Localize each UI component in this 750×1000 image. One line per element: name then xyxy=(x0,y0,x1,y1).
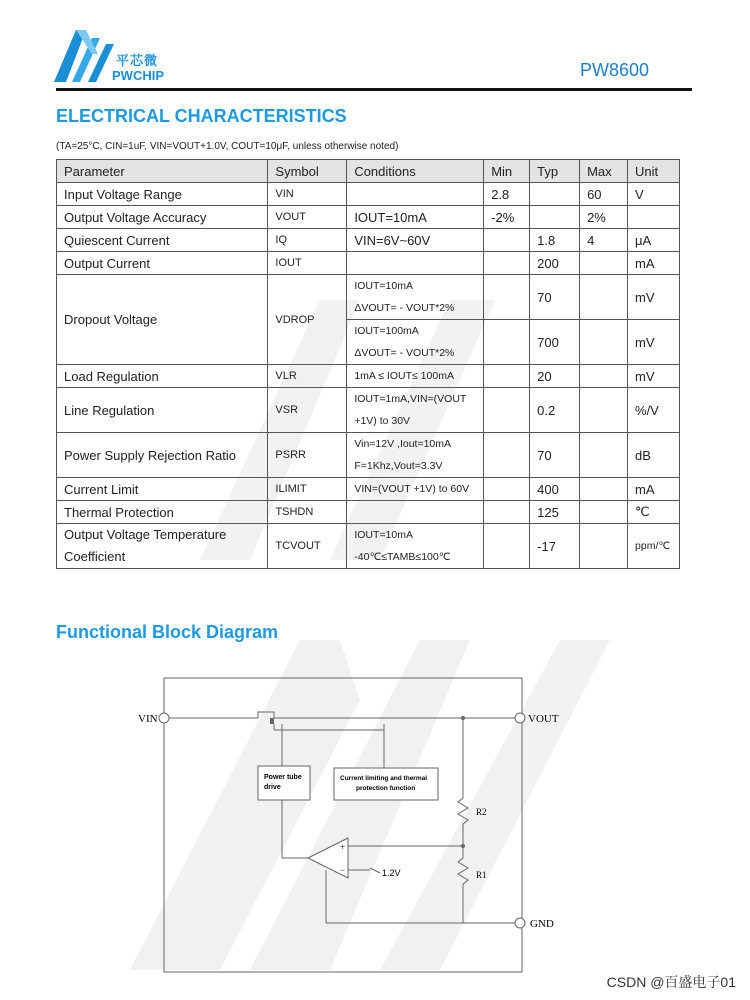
typ-cell: 125 xyxy=(530,501,580,524)
amp-minus-label: − xyxy=(340,865,346,875)
conditions-cell xyxy=(347,524,484,569)
gnd-label: GND xyxy=(530,918,554,930)
table-row xyxy=(57,478,680,501)
min-cell: -2% xyxy=(484,206,530,229)
min-cell: 2.8 xyxy=(484,183,530,206)
symbol-cell: IOUT xyxy=(268,252,347,275)
max-cell: 2% xyxy=(580,206,628,229)
r1-label: R1 xyxy=(476,870,487,880)
reference-voltage-label: 1.2V xyxy=(382,868,401,878)
table-row xyxy=(57,275,680,320)
table-row xyxy=(57,252,680,275)
gnd-pin xyxy=(515,918,525,928)
typ-cell: 0.2 xyxy=(530,388,580,433)
min-cell xyxy=(484,478,530,501)
typ-cell xyxy=(530,183,580,206)
current-limit-thermal-box xyxy=(334,768,438,800)
param-cell xyxy=(57,524,268,569)
protection-box-label-line1: Current limiting and thermal xyxy=(340,775,428,782)
max-cell xyxy=(580,275,628,320)
symbol-cell: TCVOUT xyxy=(268,524,347,569)
max-cell xyxy=(580,252,628,275)
symbol-cell: IQ xyxy=(268,229,347,252)
min-cell xyxy=(484,388,530,433)
unit-cell: mV xyxy=(628,275,680,320)
table-row xyxy=(57,501,680,524)
condition-line: IOUT=1mA,VIN=(VOUT xyxy=(354,393,467,405)
table-row xyxy=(57,388,680,433)
unit-cell: mA xyxy=(628,478,680,501)
typ-cell: 1.8 xyxy=(530,229,580,252)
column-header: Unit xyxy=(628,160,680,183)
pwchip-logo-icon xyxy=(52,24,116,84)
condition-line: ΔVOUT= - VOUT*2% xyxy=(354,347,455,359)
param-cell: Power Supply Rejection Ratio xyxy=(57,433,268,478)
param-cell: Input Voltage Range xyxy=(57,183,268,206)
header-rule xyxy=(56,88,692,91)
conditions-cell: IOUT=10mA xyxy=(347,206,484,229)
param-cell: Line Regulation xyxy=(57,388,268,433)
param-line: Output Voltage Temperature xyxy=(64,527,227,542)
amp-plus-label: + xyxy=(340,842,346,852)
table-row xyxy=(57,229,680,252)
drive-box-label-line1: Power tube xyxy=(264,774,302,781)
electrical-section-title: ELECTRICAL CHARACTERISTICS xyxy=(56,106,347,126)
min-cell xyxy=(484,229,530,252)
resistor-r1 xyxy=(458,858,468,884)
vout-label: VOUT xyxy=(528,713,559,725)
table-row xyxy=(57,183,680,206)
condition-line: ΔVOUT= - VOUT*2% xyxy=(354,302,455,314)
max-cell xyxy=(580,320,628,365)
unit-cell: V xyxy=(628,183,680,206)
electrical-characteristics-table xyxy=(56,159,680,569)
param-cell: Dropout Voltage xyxy=(57,275,268,365)
min-cell xyxy=(484,433,530,478)
conditions-cell xyxy=(347,501,484,524)
csdn-credit: CSDN @百盛电子01 xyxy=(606,974,736,990)
typ-cell: -17 xyxy=(530,524,580,569)
unit-cell xyxy=(628,206,680,229)
unit-cell: mA xyxy=(628,252,680,275)
max-cell xyxy=(580,501,628,524)
column-header: Parameter xyxy=(57,160,268,183)
typ-cell: 70 xyxy=(530,275,580,320)
conditions-cell xyxy=(347,275,484,320)
column-header: Conditions xyxy=(347,160,484,183)
unit-cell: %/V xyxy=(628,388,680,433)
min-cell xyxy=(484,365,530,388)
symbol-cell: TSHDN xyxy=(268,501,347,524)
part-number: PW8600 xyxy=(580,60,650,80)
max-cell xyxy=(580,478,628,501)
max-cell xyxy=(580,524,628,569)
typ-cell: 400 xyxy=(530,478,580,501)
functional-block-diagram xyxy=(130,668,570,978)
brand-name-en: PWCHIP xyxy=(112,68,164,83)
condition-line: IOUT=10mA xyxy=(354,529,413,541)
table-row xyxy=(57,524,680,569)
amp-output-wire xyxy=(282,800,308,858)
conditions-cell: VIN=(VOUT +1V) to 60V xyxy=(347,478,484,501)
param-cell: Thermal Protection xyxy=(57,501,268,524)
table-row xyxy=(57,433,680,478)
column-header: Min xyxy=(484,160,530,183)
symbol-cell: VDROP xyxy=(268,275,347,365)
typ-cell: 20 xyxy=(530,365,580,388)
param-cell: Output Voltage Accuracy xyxy=(57,206,268,229)
param-cell: Load Regulation xyxy=(57,365,268,388)
brand-name-cn: 平芯微 xyxy=(116,53,159,68)
pass-transistor-mark xyxy=(270,718,274,724)
r2-label: R2 xyxy=(476,807,487,817)
condition-line: F=1Khz,Vout=3.3V xyxy=(354,460,443,472)
min-cell xyxy=(484,252,530,275)
power-tube-drive-box xyxy=(258,766,310,800)
max-cell xyxy=(580,388,628,433)
min-cell xyxy=(484,275,530,320)
max-cell xyxy=(580,365,628,388)
unit-cell: μA xyxy=(628,229,680,252)
table-header-row xyxy=(57,160,680,183)
symbol-cell: VLR xyxy=(268,365,347,388)
min-cell xyxy=(484,501,530,524)
unit-cell: ppm/℃ xyxy=(628,524,680,569)
max-cell xyxy=(580,433,628,478)
symbol-cell: VIN xyxy=(268,183,347,206)
conditions-cell: VIN=6V~60V xyxy=(347,229,484,252)
min-cell xyxy=(484,524,530,569)
unit-cell: mV xyxy=(628,365,680,388)
symbol-cell: VOUT xyxy=(268,206,347,229)
param-cell: Current Limit xyxy=(57,478,268,501)
min-cell xyxy=(484,320,530,365)
table-row xyxy=(57,365,680,388)
conditions-cell xyxy=(347,252,484,275)
conditions-cell xyxy=(347,388,484,433)
vin-label: VIN xyxy=(138,713,158,725)
drive-box-label-line2: drive xyxy=(264,784,281,791)
condition-line: -40℃≤TAMB≤100℃ xyxy=(354,551,451,563)
vin-pin xyxy=(159,713,169,723)
symbol-cell: VSR xyxy=(268,388,347,433)
param-line: Coefficient xyxy=(64,549,126,564)
typ-cell: 200 xyxy=(530,252,580,275)
column-header: Symbol xyxy=(268,160,347,183)
table-row xyxy=(57,206,680,229)
test-conditions-note: (TA=25°C, CIN=1uF, VIN=VOUT+1.0V, COUT=10μF, unless otherwise noted) xyxy=(56,141,399,152)
condition-line: Vin=12V ,Iout=10mA xyxy=(354,438,452,450)
conditions-cell xyxy=(347,183,484,206)
protection-box-label-line2: protection function xyxy=(356,785,416,792)
resistor-r2 xyxy=(458,798,468,824)
condition-line: IOUT=10mA xyxy=(354,280,413,292)
column-header: Typ xyxy=(530,160,580,183)
max-cell: 60 xyxy=(580,183,628,206)
max-cell: 4 xyxy=(580,229,628,252)
conditions-cell: 1mA ≤ IOUT≤ 100mA xyxy=(347,365,484,388)
unit-cell: dB xyxy=(628,433,680,478)
symbol-cell: ILIMIT xyxy=(268,478,347,501)
param-cell: Output Current xyxy=(57,252,268,275)
typ-cell: 70 xyxy=(530,433,580,478)
conditions-cell xyxy=(347,433,484,478)
typ-cell: 700 xyxy=(530,320,580,365)
param-cell: Quiescent Current xyxy=(57,229,268,252)
vout-pin xyxy=(515,713,525,723)
column-header: Max xyxy=(580,160,628,183)
conditions-cell xyxy=(347,320,484,365)
unit-cell: mV xyxy=(628,320,680,365)
typ-cell xyxy=(530,206,580,229)
chip-outline xyxy=(164,678,522,972)
condition-line: +1V) to 30V xyxy=(354,415,411,427)
block-diagram-title: Functional Block Diagram xyxy=(56,622,279,642)
condition-line: IOUT=100mA xyxy=(354,325,419,337)
unit-cell: ℃ xyxy=(628,501,680,524)
symbol-cell: PSRR xyxy=(268,433,347,478)
